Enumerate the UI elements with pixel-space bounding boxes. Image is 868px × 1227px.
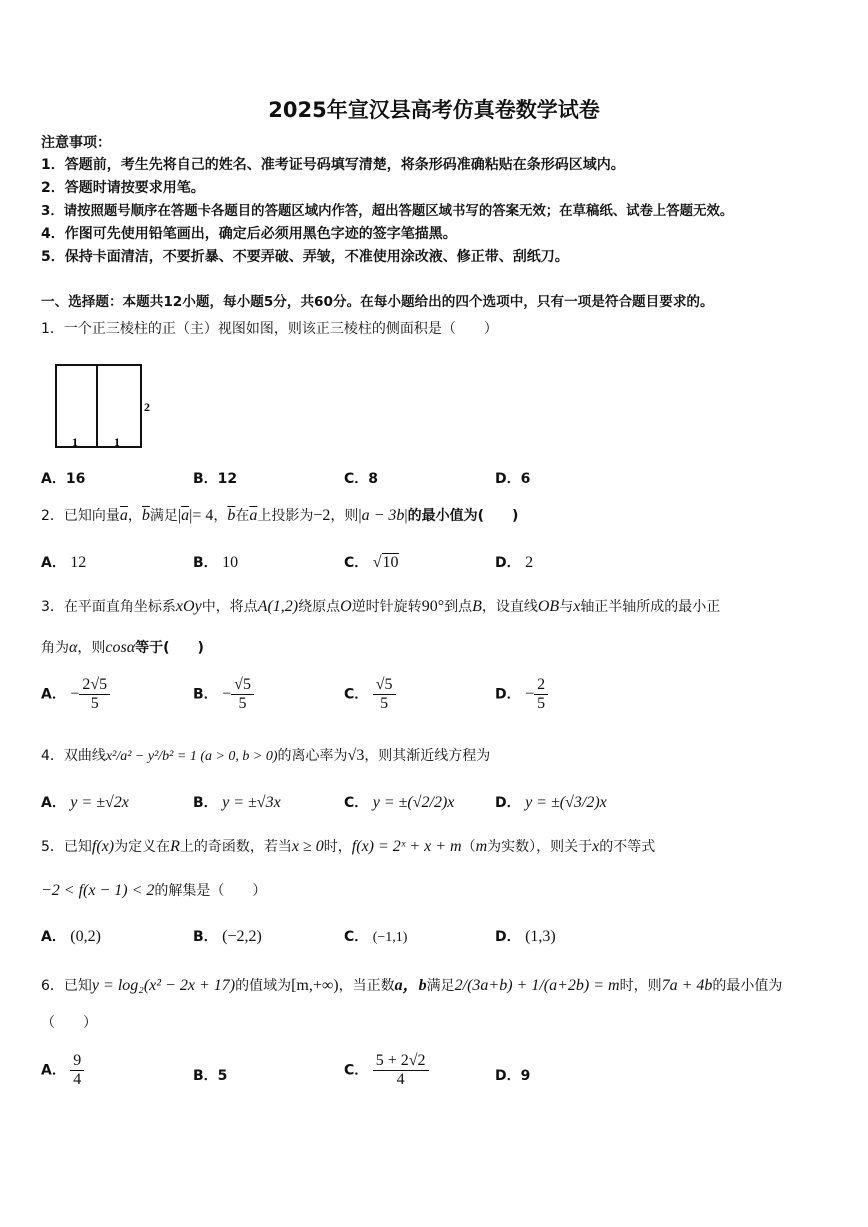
q3-stem-line2: 角为α，则cosα等于( ): [41, 639, 204, 656]
q2-vector-a: $\overline{a}$: [119, 507, 128, 524]
q6-option-a: A． $\frac{9}{4}$: [41, 1052, 84, 1089]
q2-text-5: 上投影为: [257, 508, 314, 524]
q5-stem-line2: −2 < f(x − 1) < 2的解集是（ ）: [41, 882, 267, 899]
q2-vector-a-2: $\overline{a}$: [249, 507, 258, 524]
q1-figure-outer-rect: [56, 365, 141, 447]
q2-text-6: ，则: [330, 508, 359, 524]
notice-item-5: 5．保持卡面清洁，不要折暴、不要弄破、弄皱，不准使用涂改液、修正带、刮纸刀。: [41, 249, 569, 265]
q4-option-b: B． y = ±√3x: [193, 794, 281, 811]
q1-front-view-figure: [50, 358, 160, 452]
q6-option-c: C． $\frac{5 + 2√2}{4}$: [344, 1052, 429, 1089]
q3-option-b: B． − $\frac{√5}{5}$: [193, 676, 254, 713]
q2-vector-b: $\overline{b}$: [141, 507, 150, 524]
q2-text-4: 在: [235, 508, 250, 524]
q2-option-a: A． 12: [41, 554, 87, 571]
q2-projection-value: −2: [313, 507, 331, 524]
q2-option-c: C． √10: [344, 554, 399, 571]
notice-item-3: 3．请按照题号顺序在答题卡各题目的答题区域内作答，超出答题区域书写的答案无效；在草稿纸、试卷上答题无效。: [41, 204, 734, 219]
q1-figure-bottom-left-label: 1: [72, 435, 78, 449]
q6-option-d: D．9: [495, 1068, 531, 1084]
q6-stem-line1: 6．已知y = log₂(x² − 2x + 17)的值域为[m,+∞)，当正数a，b满足2/(3a+b) + 1/(a+2b) = m时，则7a + 4b的最小值为: [41, 977, 783, 994]
q1-figure-side-label: 2: [144, 400, 150, 414]
notice-item-4: 4．作图可先使用铅笔画出，确定后必须用黑色字迹的签字笔描黑。: [41, 226, 457, 242]
q1-option-c: C．8: [344, 471, 379, 487]
page-title: 2025年宣汉县高考仿真卷数学试卷: [268, 98, 600, 122]
q3-stem-line1: 3．在平面直角坐标系xOy中，将点A(1,2)绕原点O逆时针旋转90°到点B，设直线OB与x轴正半轴所成的最小正: [41, 598, 721, 615]
q6-option-b: B．5: [193, 1068, 228, 1084]
q5-option-b: B． (−2,2): [193, 928, 262, 945]
q2-eq-value: = 4: [192, 507, 214, 524]
q5-option-a: A． (0,2): [41, 928, 101, 945]
q3-option-a: A． − $\frac{2√5}{5}$: [41, 676, 110, 713]
q1-option-d: D．6: [495, 471, 531, 487]
q6-paren: （ ）: [41, 1015, 97, 1031]
q2-text-2: 满足: [149, 508, 178, 524]
notice-item-1: 1．答题前，考生先将自己的姓名、准考证号码填写清楚，将条形码准确粘贴在条形码区域内。: [41, 157, 625, 173]
q2-abs-a: $|\overline{a}|$: [177, 507, 193, 524]
q2-text-7: 的最小值为( ): [407, 508, 519, 524]
q1-stem: 1．一个正三棱柱的正（主）视图如图，则该正三棱柱的侧面积是（ ）: [41, 321, 498, 337]
q4-hyperbola-equation: x²/a² − y²/b² = 1 (a > 0, b > 0): [105, 749, 278, 764]
q4-option-c: C． y = ±(√2/2)x: [344, 794, 455, 811]
q2-text-1: ，: [127, 508, 142, 524]
q1-option-a: A．16: [41, 471, 86, 487]
q2-text-3: ，: [213, 508, 228, 524]
q5-stem-line1: 5．已知f(x)为定义在R上的奇函数，若当x ≥ 0时，f(x) = 2ˣ + x + m（m为实数），则关于x的不等式: [41, 838, 656, 855]
section-heading: 一、选择题：本题共12小题，每小题5分，共60分。在每小题给出的四个选项中，只有一项是符合题目要求的。: [41, 294, 714, 310]
q4-stem: 4．双曲线x²/a² − y²/b² = 1 (a > 0, b > 0)的离心率为√3，则其渐近线方程为: [41, 747, 491, 764]
q5-option-c: C． (−1,1): [344, 929, 408, 945]
q2-text-pre: 2．已知向量: [41, 508, 120, 524]
q4-option-a: A． y = ±√2x: [41, 794, 129, 811]
q2-stem: [41, 505, 518, 525]
q2-abs-expr: |a − 3b|: [358, 507, 408, 524]
q1-option-b: B．12: [193, 471, 238, 487]
q1-figure-bottom-right-label: 1: [114, 435, 120, 449]
q3-option-d: D． − $\frac{2}{5}$: [495, 676, 548, 713]
q4-option-d: D． y = ±(√3/2)x: [495, 794, 607, 811]
q2-vector-b-2: $\overline{b}$: [227, 507, 236, 524]
q5-option-d: D． (1,3): [495, 928, 556, 945]
q3-option-c: C． $\frac{√5}{5}$: [344, 676, 396, 713]
q2-option-b: B． 10: [193, 554, 239, 571]
notice-item-2: 2．答题时请按要求用笔。: [41, 180, 205, 196]
notice-heading: 注意事项：: [41, 135, 111, 151]
q2-option-d: D． 2: [495, 554, 534, 571]
